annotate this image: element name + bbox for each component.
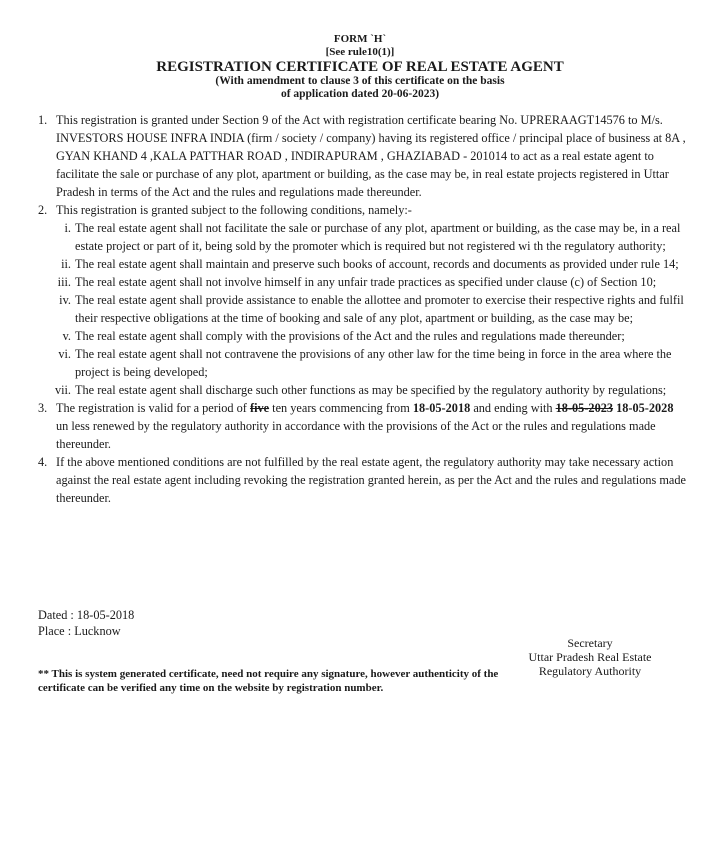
- condition-item: [38, 327, 686, 345]
- condition-item: [38, 381, 686, 399]
- condition-text: The real estate agent shall not involve himself in any unfair trade practices as specified under clause (c) of Section 10;: [75, 275, 657, 289]
- struck-text: five: [249, 401, 270, 415]
- condition-number: iv.: [59, 293, 71, 307]
- condition-text: The real estate agent shall not facilitate the sale or purchase of any plot, apartment or building, as the case may be, in a real estate project or part of it, being sold by the promoter which is required but not registered wi th the regulatory authority;: [75, 221, 681, 253]
- clause-number: 2.: [38, 203, 48, 217]
- form-label: FORM `H`: [333, 33, 387, 45]
- condition-number: v.: [62, 329, 71, 343]
- condition-text: The real estate agent shall discharge such other functions as may be specified by the regulatory authority by regulations;: [75, 383, 667, 397]
- signatory-org: Regulatory Authority: [538, 664, 642, 678]
- clauses: [38, 111, 686, 507]
- end-date: 18-05-2028: [613, 401, 674, 415]
- clause-2: [38, 201, 686, 219]
- clause-number: 3.: [38, 401, 48, 415]
- clause-1: [38, 111, 686, 201]
- condition-text: The real estate agent shall maintain and preserve such books of account, records and documents as provided under rule 14;: [75, 257, 679, 271]
- clause-number: 4.: [38, 455, 48, 469]
- condition-item: [38, 273, 686, 291]
- condition-text: The real estate agent shall provide assistance to enable the allottee and promoter to exercise their respective rights and fulfil their respective obligations at the time of booking and sale of any plot, apartment or building, as the case may be;: [75, 293, 684, 325]
- clause-3: [38, 399, 686, 453]
- page-title: REGISTRATION CERTIFICATE OF REAL ESTATE AGENT: [156, 59, 564, 75]
- start-date: 18-05-2018: [412, 401, 471, 415]
- date-place: [38, 607, 134, 639]
- condition-item: [38, 345, 686, 381]
- signatory-title: Secretary: [567, 636, 613, 650]
- clause-text: and ending with: [470, 401, 556, 415]
- struck-date: 18-05-2023: [555, 401, 614, 415]
- signatory-org: Uttar Pradesh Real Estate: [528, 650, 652, 664]
- condition-number: vii.: [54, 383, 71, 397]
- condition-item: [38, 219, 686, 255]
- clause-text: ten years commencing from: [269, 401, 413, 415]
- condition-number: iii.: [57, 275, 71, 289]
- subtitle-line-1: (With amendment to clause 3 of this certificate on the basis: [215, 75, 505, 87]
- condition-item: [38, 291, 686, 327]
- clause-text: This registration is granted under Section 9 of the Act with registration certificate bearing No. UPRERAAGT14576 to M/s. INVESTORS HOUSE INFRA INDIA (firm / society / company) having its registered office / principal place of business at 8A , GYAN KHAND 4 ,KALA PATTHAR ROAD , INDIRAPURAM , GHAZIABAD - 201014 to act as a real estate agent to facilitate the sale or purchase of any plot, apartment or building, as the case may be, in real estate projects registered in Uttar Pradesh in terms of the Act and the rules and regulations made thereunder.: [56, 113, 686, 199]
- condition-number: ii.: [61, 257, 71, 271]
- condition-text: The real estate agent shall comply with the provisions of the Act and the rules and regulations made thereunder;: [75, 329, 625, 343]
- conditions-list: [38, 219, 686, 399]
- clause-text: This registration is granted subject to the following conditions, namely:-: [56, 203, 412, 217]
- condition-number: vi.: [58, 347, 71, 361]
- clause-text: un less renewed by the regulatory authority in accordance with the provisions of the Act or the rules and regulations made thereunder.: [56, 419, 656, 451]
- clause-4: [38, 453, 686, 507]
- condition-number: i.: [64, 221, 71, 235]
- clause-number: 1.: [38, 113, 48, 127]
- clause-text: If the above mentioned conditions are not fulfilled by the real estate agent, the regulatory authority may take necessary action against the real estate agent including revoking the registration granted herein, as per the Act and the rules and regulations made thereunder.: [56, 455, 686, 505]
- clause-text: The registration is valid for a period of: [56, 401, 250, 415]
- signatory-block: [500, 636, 680, 678]
- condition-item: [38, 255, 686, 273]
- footer-note: ** This is system generated certificate, need not require any signature, however authenticity of the certificate can be verified any time on the website by registration number.: [38, 668, 499, 694]
- subtitle-line-2: of application dated 20-06-2023): [280, 88, 440, 100]
- rule-label: [See rule10(1)]: [325, 46, 395, 58]
- place-text: Place : Lucknow: [38, 624, 121, 638]
- condition-text: The real estate agent shall not contravene the provisions of any other law for the time being in force in the area where the project is being developed;: [75, 347, 672, 379]
- dated-text: Dated : 18-05-2018: [38, 608, 135, 622]
